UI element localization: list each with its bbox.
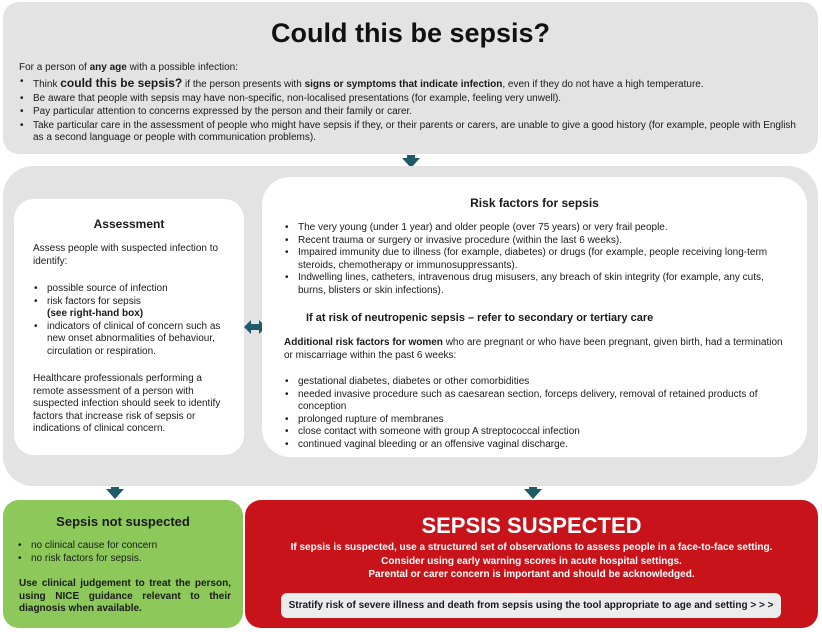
neutropenic-heading: If at risk of neutropenic sepsis – refer to secondary or tertiary care	[306, 312, 654, 324]
not-suspected-title: Sepsis not suspected	[56, 514, 190, 529]
list-item: • needed invasive procedure such as caesarean section, forceps delivery, removal of retained products of conception	[284, 389, 789, 414]
list-item: • possible source of infection	[33, 283, 238, 296]
intro-list	[19, 76, 809, 146]
suspected-line: Parental or carer concern is important and should be acknowledged.	[368, 569, 695, 580]
list-item: • no clinical cause for concern	[17, 540, 157, 553]
intro-em: any age	[89, 62, 127, 73]
remote-assessment-text: Healthcare professionals performing a remote assessment of a person with suspected infection should seek to identify factors that increase risk of sepsis or indications of clinical concern.	[33, 373, 221, 434]
stratify-risk-link[interactable]: Stratify risk of severe illness and death from sepsis using the tool appropriate to age and setting > > >	[281, 593, 781, 618]
list-item: • indicators of clinical of concern such as new onset abnormalities of behaviour, circulation or respiration.	[33, 321, 238, 359]
list-item: • no risk factors for sepsis.	[17, 553, 157, 566]
intro-bullet: • Take particular care in the assessment of people who might have sepsis if they, or their parents or carers, are unable to give a good history (for example, people with English as a second language or people with communication problems).	[19, 120, 809, 145]
down-arrow-icon	[106, 489, 124, 499]
assessment-title: Assessment	[93, 217, 165, 231]
list-item: • The very young (under 1 year) and older people (over 75 years) or very frail people.	[284, 222, 789, 235]
intro-bullet: • Pay particular attention to concerns expressed by the person and their family or carer.	[19, 106, 809, 119]
sepsis-suspected-box	[245, 500, 818, 628]
bullet-pre: Think	[33, 79, 61, 90]
bullet-mid: if the person presents with	[182, 79, 305, 90]
list-item: • gestational diabetes, diabetes or other comorbidities	[284, 376, 789, 389]
women-risk-intro	[284, 337, 784, 362]
not-suspected-guidance: Use clinical judgement to treat the person, using NICE guidance relevant to their diagnosis when available.	[19, 578, 231, 614]
not-suspected-list	[17, 540, 157, 565]
intro-bullet	[19, 76, 809, 92]
suspected-text	[245, 541, 818, 582]
down-arrow-icon	[524, 489, 542, 499]
sepsis-not-suspected-box	[3, 500, 243, 628]
risk-list	[284, 222, 789, 297]
list-item: • continued vaginal bleeding or an offensive vaginal discharge.	[284, 439, 789, 452]
intro-pre: For a person of	[19, 62, 90, 73]
bullet-em: could this be sepsis?	[60, 76, 183, 90]
suspected-line: If sepsis is suspected, use a structured set of observations to assess people in a face-to-face setting.	[290, 542, 773, 553]
suspected-title: SEPSIS SUSPECTED	[421, 513, 642, 538]
assessment-intro: Assess people with suspected infection to identify:	[33, 243, 219, 267]
intro-post: with a possible infection:	[126, 62, 239, 73]
women-risk-strong: Additional risk factors for women	[284, 337, 443, 348]
risk-factors-box	[262, 177, 807, 457]
women-risk-list	[284, 376, 789, 451]
bullet-strong: signs or symptoms that indicate infection	[304, 79, 503, 90]
risk-title: Risk factors for sepsis	[470, 196, 599, 210]
assessment-list	[33, 283, 238, 358]
women-risk-rest: who are pregnant or who have been pregnant, given birth, had a termination or miscarriage within the past 6 weeks:	[284, 337, 783, 361]
intro-text	[19, 62, 238, 75]
list-item: • Indwelling lines, catheters, intravenous drug misusers, any breach of skin integrity (for example, any cuts, burns, blisters or skin infections).	[284, 272, 789, 297]
page-title: Could this be sepsis?	[270, 18, 551, 48]
list-item: • prolonged rupture of membranes	[284, 414, 789, 427]
list-item: • Impaired immunity due to illness (for example, diabetes) or drugs (for example, people receiving long-term steroids, chemotherapy or immunosuppressants).	[284, 247, 789, 272]
intro-bullet: • Be aware that people with sepsis may have non-specific, non-localised presentations (for example, feeling very unwell).	[19, 93, 809, 106]
bullet-post: , even if they do not have a high temperature.	[502, 79, 704, 90]
list-item: • close contact with someone with group A streptococcal infection	[284, 426, 789, 439]
suspected-line: Consider using early warning scores in acute hospital settings.	[381, 555, 682, 567]
list-item	[33, 296, 238, 321]
list-item: • Recent trauma or surgery or invasive procedure (within the last 6 weeks).	[284, 235, 789, 248]
list-item-text: risk factors for sepsis	[47, 295, 141, 307]
assessment-box	[14, 199, 244, 455]
intro-box	[3, 2, 818, 154]
see-box-note: (see right-hand box)	[47, 308, 144, 319]
